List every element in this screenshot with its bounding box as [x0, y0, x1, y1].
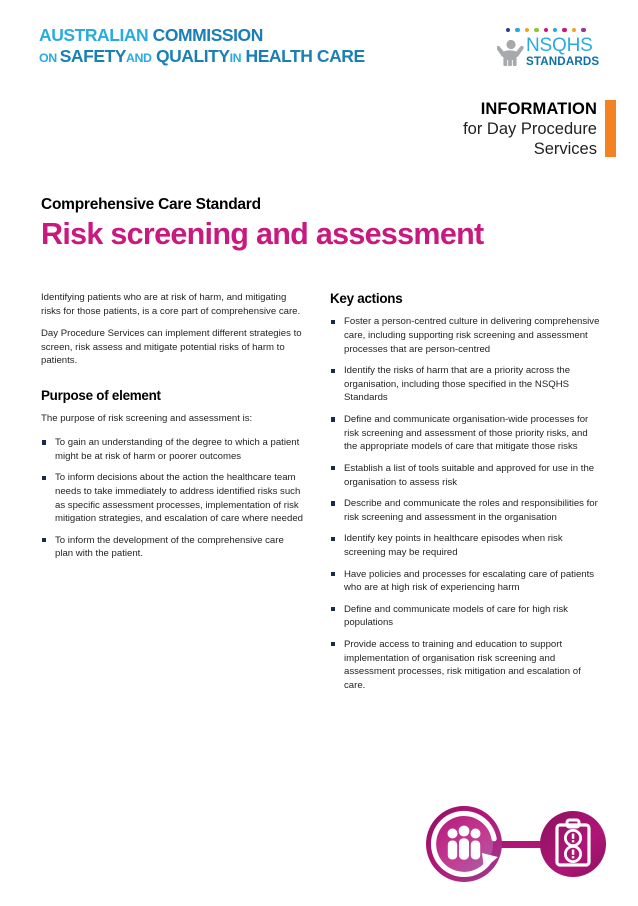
square-bullet-icon [331, 642, 335, 646]
key-action-item-text: Describe and communicate the roles and responsibilities for risk screening and assessment in the organisation [344, 498, 598, 523]
key-actions-bullet-list [330, 315, 602, 692]
nsqhs-dot-icon [544, 28, 548, 32]
purpose-bullet-item [41, 534, 303, 561]
nsqhs-dot-icon [515, 28, 519, 32]
purpose-bullet-list [41, 436, 303, 561]
purpose-bullet-item [41, 436, 303, 463]
intro-paragraph-2: Day Procedure Services can implement different strategies to screen, risk assess and mitigate potential risks of harm to patients. [41, 328, 302, 367]
key-action-item [330, 364, 602, 405]
acsqhc-logo-line2: ON SAFETYAND QUALITYIN HEALTH CARE [39, 45, 365, 66]
information-subtitle-line2: Services [533, 140, 597, 159]
page-header [0, 0, 638, 172]
purpose-of-element-heading: Purpose of element [41, 388, 161, 404]
square-bullet-icon [42, 538, 46, 542]
purpose-bullet-item-text: To inform decisions about the action the healthcare team needs to take immediately to address identified risks such as specific assessment processes, implementation of risk mitigation strategies, and escalation of care where needed [55, 472, 303, 525]
orange-accent-bar [605, 100, 616, 157]
key-action-item-text: Have policies and processes for escalating care of patients who are at high risk of experiencing harm [344, 568, 595, 594]
purpose-bullet-item [41, 471, 303, 525]
key-action-item [330, 413, 602, 454]
key-action-item [330, 568, 602, 595]
square-bullet-icon [331, 501, 335, 505]
nsqhs-dot-row [506, 28, 586, 32]
nsqhs-sub-text: STANDARDS [526, 55, 600, 68]
acsqhc-logo-line1: AUSTRALIAN COMMISSION [39, 25, 263, 45]
nsqhs-dot-icon [581, 28, 585, 32]
nsqhs-wordmark [526, 36, 599, 68]
square-bullet-icon [331, 607, 335, 611]
key-action-item [330, 532, 602, 559]
acsqhc-logo [39, 27, 365, 65]
nsqhs-main-text: NSQHS [526, 35, 593, 56]
purpose-bullet-item-text: To gain an understanding of the degree to which a patient might be at risk of harm or poorer outcomes [55, 437, 300, 462]
intro-paragraph-1: Identifying patients who are at risk of harm, and mitigating risks for those patients, is a core part of comprehensive care. [41, 292, 301, 317]
square-bullet-icon [42, 440, 46, 444]
square-bullet-icon [331, 572, 335, 576]
key-action-item-text: Define and communicate models of care for high risk populations [344, 603, 568, 629]
title-block [41, 196, 484, 252]
information-label: INFORMATION [480, 100, 597, 118]
information-subtitle-line1: for Day Procedure [463, 120, 597, 139]
nsqhs-dot-icon [553, 28, 557, 32]
nsqhs-dot-icon [506, 28, 510, 32]
information-banner [463, 99, 616, 159]
standard-name: Comprehensive Care Standard [41, 196, 261, 213]
key-action-item-text: Identify key points in healthcare episodes when risk screening may be required [344, 533, 563, 558]
right-column [330, 291, 602, 692]
key-action-item [330, 497, 602, 524]
square-bullet-icon [331, 369, 335, 373]
key-action-item [330, 462, 602, 489]
left-column [41, 291, 303, 561]
page-title: Risk screening and assessment [41, 217, 484, 252]
key-action-item-text: Establish a list of tools suitable and approved for use in the organisation to assess risk [344, 462, 595, 488]
nsqhs-dot-icon [525, 28, 529, 32]
information-banner-text [463, 99, 605, 159]
nsqhs-person-icon [497, 36, 525, 66]
square-bullet-icon [42, 476, 46, 480]
clipboard-risk-icon [540, 811, 606, 877]
bottom-graphic [418, 795, 618, 895]
key-action-item-text: Identify the risks of harm that are a priority across the organisation, including those specified in the NSQHS Standards [344, 365, 571, 404]
key-action-item [330, 603, 602, 630]
key-action-item-text: Provide access to training and education to support implementation of organisation risk screening and assessment processes, risk mitigation and escalation of care. [344, 638, 581, 691]
square-bullet-icon [331, 320, 335, 324]
purpose-lead-in: The purpose of risk screening and assessment is: [41, 413, 253, 425]
nsqhs-dot-icon [572, 28, 576, 32]
key-action-item-text: Define and communicate organisation-wide processes for risk screening and assessment of those priority risks, and the appropriate models of care that mitigate those risks [344, 414, 589, 453]
nsqhs-standards-logo [497, 28, 599, 75]
key-action-item-text: Foster a person-centred culture in delivering comprehensive care, including supporting risk screening and assessment processes that are person-centred [344, 316, 600, 355]
key-action-item [330, 315, 602, 356]
square-bullet-icon [331, 466, 335, 470]
nsqhs-dot-icon [562, 28, 566, 32]
purpose-bullet-item-text: To inform the development of the comprehensive care plan with the patient. [55, 534, 284, 560]
square-bullet-icon [331, 417, 335, 421]
key-action-item [330, 638, 602, 692]
people-cycle-icon [422, 801, 507, 886]
square-bullet-icon [331, 537, 335, 541]
key-actions-heading: Key actions [330, 291, 403, 306]
nsqhs-dot-icon [534, 28, 538, 32]
